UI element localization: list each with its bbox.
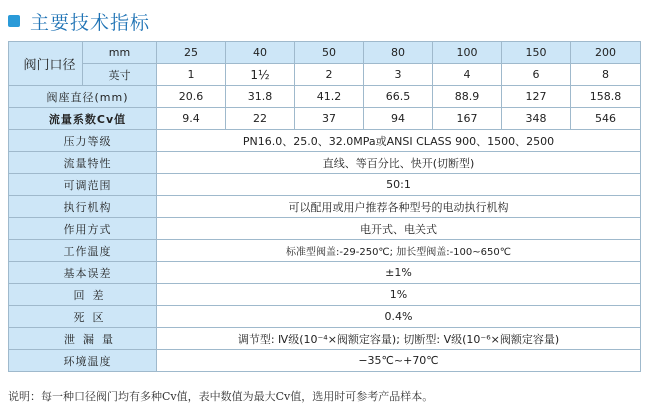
section-title xyxy=(8,8,150,34)
table-cell: 41.2 xyxy=(295,86,364,108)
table-cell: 22 xyxy=(226,108,295,130)
spec-label: 作用方式 xyxy=(9,218,157,240)
page-title: 主要技术指标 xyxy=(30,11,151,34)
table-cell: 88.9 xyxy=(433,86,502,108)
table-row-basic-error xyxy=(9,262,641,284)
spec-label: 可调范围 xyxy=(9,174,157,196)
table-cell: 150 xyxy=(502,42,571,64)
spec-value: 0.4% xyxy=(157,306,641,328)
table-row-hysteresis xyxy=(9,284,641,306)
spec-label: 压力等级 xyxy=(9,130,157,152)
table-row-pressure xyxy=(9,130,641,152)
table-cell: 6 xyxy=(502,64,571,86)
spec-value: PN16.0、25.0、32.0MPa或ANSI CLASS 900、1500、2500 xyxy=(157,130,641,152)
spec-value: 调节型: Ⅳ级(10⁻⁴×阀额定容量); 切断型: Ⅴ级(10⁻⁶×阀额定容量) xyxy=(157,328,641,350)
table-cell: 94 xyxy=(364,108,433,130)
spec-value: 可以配用或用户推荐各种型号的电动执行机构 xyxy=(157,196,641,218)
spec-label: 环境温度 xyxy=(9,350,157,372)
table-cell: 9.4 xyxy=(157,108,226,130)
spec-label: 工作温度 xyxy=(9,240,157,262)
table-row-flow-characteristic xyxy=(9,152,641,174)
table-cell: 4 xyxy=(433,64,502,86)
table-cell: 1 xyxy=(157,64,226,86)
table-cell: 348 xyxy=(502,108,571,130)
spec-value: 50:1 xyxy=(157,174,641,196)
table-cell: 546 xyxy=(571,108,641,130)
spec-label: 泄漏量 xyxy=(9,328,157,350)
valve-diameter-label: 阀门口径 xyxy=(9,42,83,86)
unit-mm: mm xyxy=(83,42,157,64)
table-row-working-temp xyxy=(9,240,641,262)
spec-value: −35℃~+70℃ xyxy=(157,350,641,372)
spec-label: 死区 xyxy=(9,306,157,328)
spec-value: 电开式、电关式 xyxy=(157,218,641,240)
table-row-dead-zone xyxy=(9,306,641,328)
table-row-seat-diameter xyxy=(9,86,641,108)
seat-diameter-label: 阀座直径(mm) xyxy=(9,86,157,108)
spec-value: 1% xyxy=(157,284,641,306)
table-row-mm xyxy=(9,42,641,64)
table-cell: 66.5 xyxy=(364,86,433,108)
spec-table xyxy=(8,41,641,372)
footnote: 说明：每一种口径阀门均有多种Cv值，表中数值为最大Cv值，选用时可参考产品样本。 xyxy=(8,390,434,403)
table-cell: 80 xyxy=(364,42,433,64)
table-cell: 127 xyxy=(502,86,571,108)
table-cell: 8 xyxy=(571,64,641,86)
table-cell: 200 xyxy=(571,42,641,64)
table-row-actuator xyxy=(9,196,641,218)
unit-inch: 英寸 xyxy=(83,64,157,86)
table-cell: 158.8 xyxy=(571,86,641,108)
table-row-cv xyxy=(9,108,641,130)
table-cell: 20.6 xyxy=(157,86,226,108)
table-row-ambient-temp xyxy=(9,350,641,372)
spec-label: 执行机构 xyxy=(9,196,157,218)
table-row-leakage xyxy=(9,328,641,350)
title-bullet-icon xyxy=(8,15,20,27)
table-row-range xyxy=(9,174,641,196)
table-cell: 50 xyxy=(295,42,364,64)
table-cell: 40 xyxy=(226,42,295,64)
table-cell: 167 xyxy=(433,108,502,130)
spec-label: 基本误差 xyxy=(9,262,157,284)
spec-value: 直线、等百分比、快开(切断型) xyxy=(157,152,641,174)
cv-label: 流量系数Cv值 xyxy=(9,108,157,130)
table-cell: 3 xyxy=(364,64,433,86)
table-cell: 31.8 xyxy=(226,86,295,108)
spec-label: 流量特性 xyxy=(9,152,157,174)
table-cell: 1½ xyxy=(226,64,295,86)
table-row-action xyxy=(9,218,641,240)
table-cell: 2 xyxy=(295,64,364,86)
table-cell: 25 xyxy=(157,42,226,64)
table-row-inch xyxy=(9,64,641,86)
table-cell: 100 xyxy=(433,42,502,64)
table-cell: 37 xyxy=(295,108,364,130)
spec-value: 标准型阀盖:-29-250℃; 加长型阀盖:-100~650℃ xyxy=(157,240,641,262)
spec-label: 回差 xyxy=(9,284,157,306)
spec-value: ±1% xyxy=(157,262,641,284)
